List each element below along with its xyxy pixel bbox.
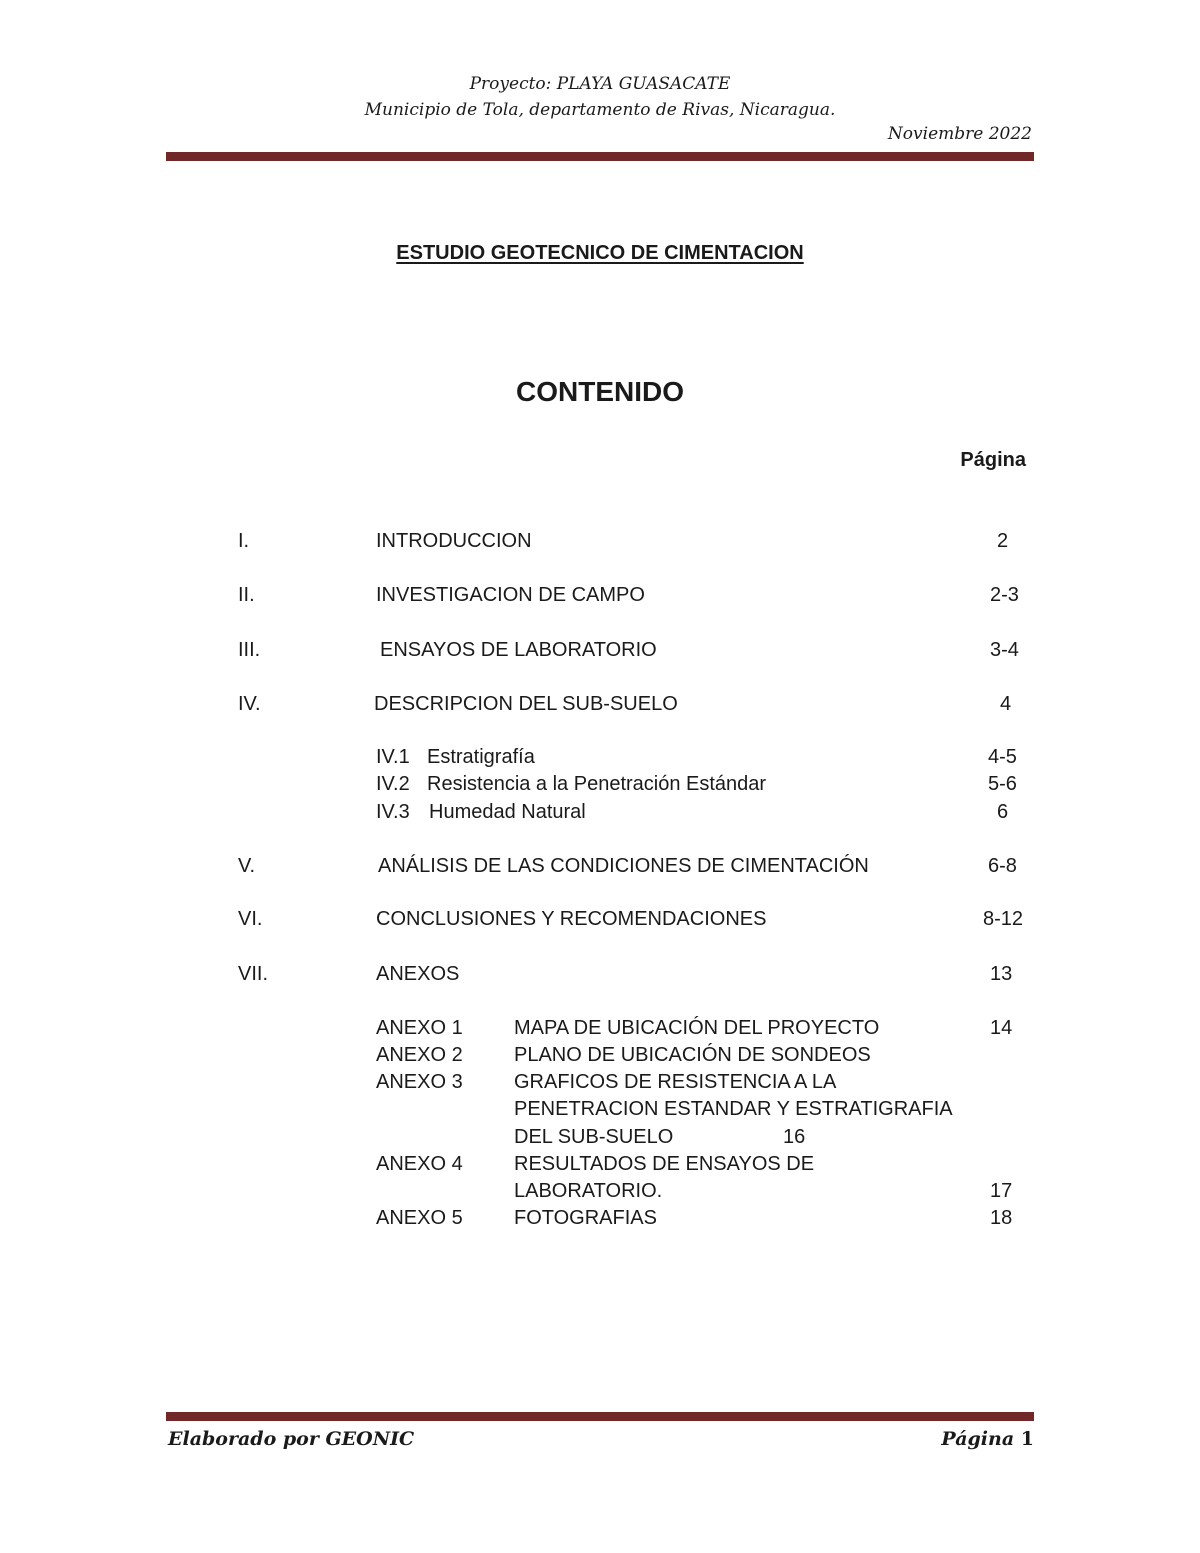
toc-section-number: IV. — [238, 693, 261, 715]
toc-annex-title: MAPA DE UBICACIÓN DEL PROYECTO — [514, 1017, 880, 1039]
toc-section-page: 2-3 — [990, 584, 1019, 606]
header-date: Noviembre 2022 — [887, 124, 1032, 144]
toc-annex-page: 18 — [990, 1207, 1013, 1229]
toc-annex-page: 14 — [990, 1017, 1013, 1039]
toc-section-page: 4 — [1000, 693, 1012, 715]
footer-page-number: 1 — [1020, 1428, 1034, 1450]
toc-subsection-number: IV.3 — [376, 801, 410, 823]
toc-annex-page: 16 — [783, 1126, 806, 1148]
toc-annex-title-line: PENETRACION ESTANDAR Y ESTRATIGRAFIA — [514, 1098, 953, 1120]
toc-section-number: II. — [238, 584, 255, 606]
toc-annex-title-line: LABORATORIO. — [514, 1180, 663, 1202]
header-rule — [166, 152, 1034, 161]
toc-section-page: 2 — [997, 530, 1009, 552]
toc-subsection-number: IV.1 — [376, 746, 410, 768]
footer-rule — [166, 1412, 1034, 1421]
toc-section-title: ANEXOS — [376, 963, 460, 985]
toc-subsection-title: Humedad Natural — [429, 801, 586, 823]
toc-section-page: 6-8 — [988, 855, 1017, 877]
toc-annex-label: ANEXO 3 — [376, 1071, 463, 1093]
toc-subsection-page: 6 — [997, 801, 1009, 823]
toc-annex-title: FOTOGRAFIAS — [514, 1207, 657, 1229]
toc-section-title: INTRODUCCION — [376, 530, 532, 552]
toc-annex-title: RESULTADOS DE ENSAYOS DE — [514, 1153, 815, 1175]
toc-section-page: 8-12 — [983, 908, 1024, 930]
page-column-heading: Página — [960, 449, 1026, 471]
toc-section-number: V. — [238, 855, 256, 877]
toc-annex-title: GRAFICOS DE RESISTENCIA A LA — [514, 1071, 837, 1093]
toc-subsection-number: IV.2 — [376, 773, 410, 795]
document-title: ESTUDIO GEOTECNICO DE CIMENTACION — [396, 242, 804, 264]
toc-section-page: 3-4 — [990, 639, 1019, 661]
toc-section-title: ANÁLISIS DE LAS CONDICIONES DE CIMENTACIÓN — [378, 855, 869, 877]
header-project: Proyecto: PLAYA GUASACATE — [469, 74, 731, 94]
toc-section-title: DESCRIPCION DEL SUB-SUELO — [374, 693, 678, 715]
toc-subsection-page: 5-6 — [988, 773, 1017, 795]
header-location: Municipio de Tola, departamento de Rivas, Nicaragua. — [364, 100, 836, 120]
toc-annex-page: 17 — [990, 1180, 1013, 1202]
toc-subsection-title: Resistencia a la Penetración Estándar — [427, 773, 767, 795]
toc-annex-label: ANEXO 2 — [376, 1044, 463, 1066]
toc-section-number: VII. — [238, 963, 269, 985]
toc-annex-label: ANEXO 4 — [376, 1153, 463, 1175]
footer-author: Elaborado por GEONIC — [168, 1428, 415, 1450]
toc-annex-label: ANEXO 5 — [376, 1207, 463, 1229]
toc-subsection-page: 4-5 — [988, 746, 1017, 768]
toc-section-page: 13 — [990, 963, 1013, 985]
toc-section-number: VI. — [238, 908, 263, 930]
contents-heading: CONTENIDO — [516, 376, 684, 407]
toc-annex-label: ANEXO 1 — [376, 1017, 463, 1039]
toc-section-number: I. — [238, 530, 250, 552]
toc-section-title: CONCLUSIONES Y RECOMENDACIONES — [376, 908, 767, 930]
toc-annex-title-line: DEL SUB-SUELO — [514, 1126, 674, 1148]
toc-subsection-title: Estratigrafía — [427, 746, 535, 768]
footer-page-label: Página — [941, 1428, 1015, 1450]
toc-section-title: INVESTIGACION DE CAMPO — [376, 584, 645, 606]
toc-section-title: ENSAYOS DE LABORATORIO — [380, 639, 657, 661]
toc-section-number: III. — [238, 639, 261, 661]
footer-page — [941, 1428, 1034, 1450]
toc-annex-title: PLANO DE UBICACIÓN DE SONDEOS — [514, 1044, 871, 1066]
